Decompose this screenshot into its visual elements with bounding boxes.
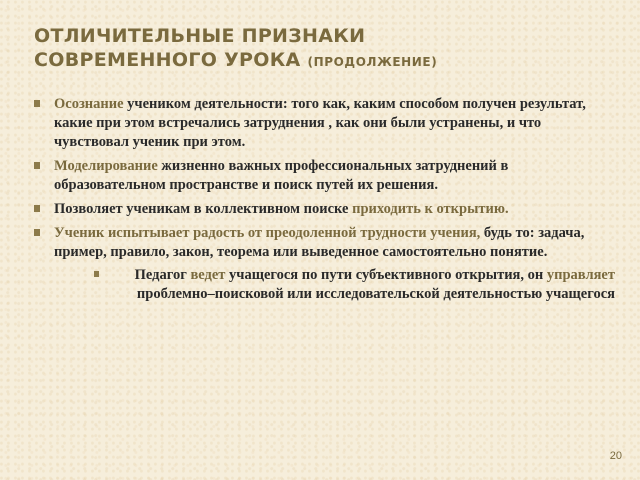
bullet-item-discovery bbox=[30, 200, 615, 219]
bullet-item-awareness bbox=[30, 95, 615, 152]
bullet-text: Позволяет ученикам в коллективном поиске bbox=[54, 201, 353, 217]
bullet-item-modeling bbox=[30, 157, 615, 195]
bullet-marker-icon bbox=[34, 162, 40, 169]
bullet-highlight: Ученик испытывает радость от преодоленной трудности учения, bbox=[54, 225, 481, 241]
bullet-text: учеником деятельности: того как, каким способом получен результат, какие при этом встречались затруднения , как они были устранены, и что чувствовал ученик при этом. bbox=[54, 96, 586, 150]
sub-bullet-marker-icon bbox=[94, 271, 99, 277]
slide-content bbox=[30, 95, 615, 309]
page-number: 20 bbox=[609, 450, 622, 462]
bullet-item-joy bbox=[30, 224, 615, 304]
bullet-text: будь то: задача, пример, правило, закон, теорема или выведенное самостоятельно понятие. bbox=[54, 225, 585, 260]
sub-bullet-item-teacher bbox=[54, 266, 615, 304]
title-subtitle: (ПРОДОЛЖЕНИЕ) bbox=[307, 55, 438, 69]
bullet-marker-icon bbox=[34, 229, 40, 236]
slide-title bbox=[34, 24, 624, 74]
bullet-marker-icon bbox=[34, 205, 40, 212]
sub-bullet-highlight: управляет bbox=[546, 267, 615, 283]
sub-bullet-text: учащегося по пути субъективного открытия, он bbox=[225, 267, 547, 283]
bullet-marker-icon bbox=[34, 100, 40, 107]
sub-bullet-text: Педагог bbox=[134, 267, 191, 283]
bullet-text: жизненно важных профессиональных затруднений в образовательном пространстве и поиск путей их решения. bbox=[54, 158, 509, 193]
bullet-highlight: Моделирование bbox=[54, 158, 158, 174]
sub-bullet-text: проблемно–поисковой или исследовательской деятельностью учащегося bbox=[136, 286, 615, 302]
sub-bullet-highlight: ведет bbox=[190, 267, 226, 283]
title-line-1: ОТЛИЧИТЕЛЬНЫЕ ПРИЗНАКИ bbox=[34, 25, 366, 47]
sub-bullet-list bbox=[54, 266, 615, 304]
bullet-highlight: приходить к открытию. bbox=[352, 201, 509, 217]
title-line-2-text: СОВРЕМЕННОГО УРОКА bbox=[34, 49, 301, 71]
bullet-highlight: Осознание bbox=[54, 96, 124, 112]
title-line-2 bbox=[34, 48, 624, 74]
bullet-list bbox=[30, 95, 615, 304]
